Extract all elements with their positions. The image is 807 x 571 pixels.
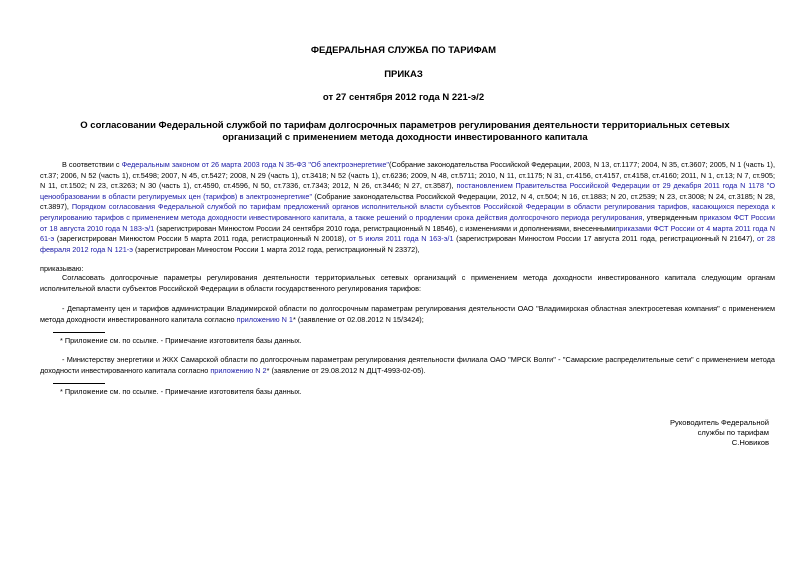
appendix-2-link[interactable]: приложению N 2	[210, 365, 267, 375]
footnote-divider	[53, 332, 105, 333]
preamble-text: В соответствии с	[62, 160, 122, 169]
signature-agency: службы по тарифам	[697, 428, 769, 438]
preamble-text: (Собрание законодательства Российской Федерации, 2003, N 13, ст.1177; 2004, N 35, ст.3607; 2005, N 1 (часть 1), ст.37; 2006, N 52 (часть 1), ст.5498; 2007, N 45, ст.5427; 2008, N 29 (часть 1), ст.3418; N 52 (часть 1), ст.6236; 2009, N 48, ст.5711; 2010, N 11, ст.1175; N 31, ст.4156, ст.4157, ст.4158, ст.4160; 2011, N 1, ст.13; N 7, ст.905; N 11, ст.1502; N 23, ст.3263; N 30 (часть 1), ст.4590, ст.4596, N 50, ст.7336, ст.7343; 2012, N 26, ст.3446; N 27, ст.3587),	[40, 160, 775, 191]
appendix-1-link[interactable]: приложению N 1	[236, 314, 293, 324]
order-label: приказываю:	[40, 264, 84, 273]
signature-block	[670, 418, 769, 449]
document-title: О согласовании Федеральной службой по тарифам долгосрочных параметров регулирования деятельности территориальных сетевых организаций с применением метода доходности инвестированного капитала	[80, 120, 730, 143]
fst-orders-link[interactable]: приказами ФСТ России от 4 марта 2011 года N 61-э	[40, 223, 775, 244]
item-text: - Министерству энергетики и ЖКХ Самарской области по долгосрочным параметрам регулирования деятельности филиала ОАО "МРСК Волги" - "Самарские распределительные сети" с применением метода доходности инвестированного капитала согласно	[40, 355, 775, 375]
item-text: * (заявление от 29.08.2012 N ДЦТ-4993-02-05).	[266, 365, 426, 375]
order-july-link[interactable]: от 5 июля 2011 года N 163-э/1	[348, 234, 454, 244]
item-vladimir	[40, 304, 775, 325]
preamble-text: (зарегистрирован Минюстом России 17 августа 2011 года, регистрационный N 21647),	[453, 234, 758, 244]
preamble-text: , утвержденным	[642, 212, 700, 222]
preamble-text: (зарегистрирован Минюстом России 1 марта 2012 года, регистрационный N 23372),	[132, 244, 420, 254]
agree-paragraph: Согласовать долгосрочные параметры регулирования деятельности территориальных сетевых организаций с применением метода доходности инвестированного капитала следующим органам исполнительной власти субъектов Российской Федерации в области государственного регулирования тарифов:	[40, 273, 775, 293]
law-link[interactable]: Федеральным законом от 26 марта 2003 года N 35-ФЗ "Об электроэнергетике"	[121, 160, 390, 169]
fst-order-link[interactable]: приказом ФСТ России от 18 августа 2010 года N 183-э/1	[40, 212, 775, 233]
agency-name: ФЕДЕРАЛЬНАЯ СЛУЖБА ПО ТАРИФАМ	[310, 45, 497, 56]
preamble-paragraph	[40, 160, 775, 255]
footnote: * Приложение см. по ссылке. - Примечание изготовителя базы данных.	[60, 387, 302, 396]
preamble-text: (зарегистрирован Минюстом России 5 марта 2011 года, регистрационный N 20018),	[54, 234, 349, 244]
footnote-divider	[53, 383, 105, 384]
document-date-number: от 27 сентября 2012 года N 221-э/2	[322, 92, 485, 103]
signature-position: Руководитель Федеральной	[669, 418, 769, 427]
preamble-text: (зарегистрирован Минюстом России 24 сентября 2010 года, регистрационный N 18546), с изменениями и дополнениями, внесенными	[154, 223, 616, 233]
item-samara	[40, 355, 775, 376]
signature-name: С.Новиков	[731, 438, 769, 448]
preamble-text: (Собрание законодательства Российской Федерации, 2012, N 4, ст.504; N 16, ст.1883; N 20, ст.2539; N 23, ст.3008; N 24, ст.3185; N 28, ст.3897),	[40, 191, 775, 212]
government-resolution-link[interactable]: постановлением Правительства Российской Федерации от 29 декабря 2011 года N 1178 "О ценообразовании в области регулируемых цен (тарифов) в электроэнергетике"	[40, 181, 775, 201]
footnote: * Приложение см. по ссылке. - Примечание изготовителя базы данных.	[60, 336, 302, 345]
document-type: ПРИКАЗ	[384, 69, 423, 80]
procedure-link[interactable]: Порядком согласования Федеральной службой по тарифам предложений органов исполнительной власти субъектов Российской Федерации в области регулирования тарифов, касающихся перехода к регулированию тарифов с применением метода доходности инвестированного капитала, а также решений о продлении срока действия долгосрочного периода регулирования	[40, 202, 775, 222]
item-text: * (заявление от 02.08.2012 N 15/3424);	[292, 314, 424, 324]
order-february-link[interactable]: от 28 февраля 2012 года N 121-э	[40, 234, 776, 254]
item-text: - Департаменту цен и тарифов администрации Владимирской области по долгосрочным параметрам регулирования деятельности ОАО "Владимирская областная электросетевая компания" с применением метода доходности инвестированного капитала согласно	[40, 304, 775, 324]
